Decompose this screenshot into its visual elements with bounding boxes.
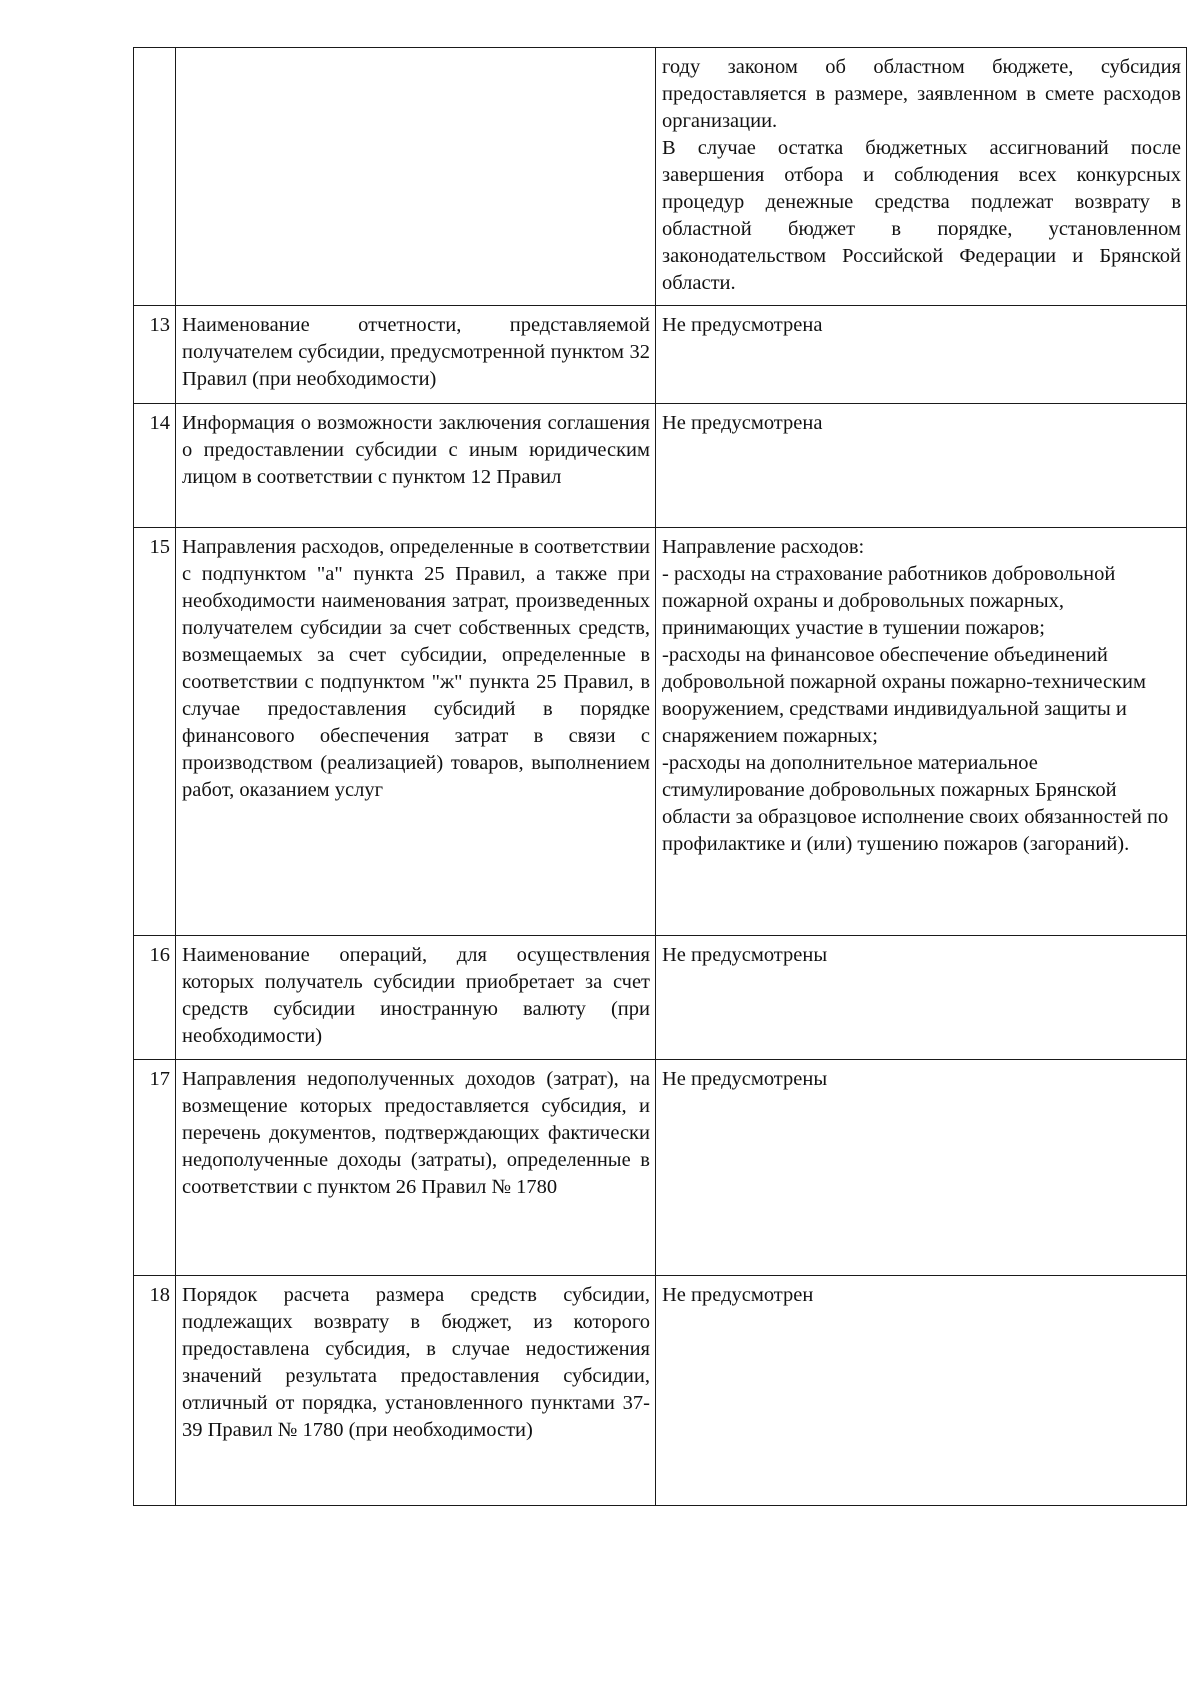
table-row: [134, 404, 1187, 528]
table-row: [134, 1276, 1187, 1506]
table-row: [134, 48, 1187, 306]
row-number: [134, 48, 176, 306]
row-name: Порядок расчета размера средств субсидии, подлежащих возврату в бюджет, из которого предоставлена субсидия, в случае недостижения значений результата предоставления субсидии, отличный от порядка, установленного пунктами 37-39 Правил № 1780 (при необходимости): [176, 1276, 656, 1506]
row-value: [656, 1276, 1187, 1506]
row-number: 16: [134, 936, 176, 1060]
value-line: - расходы на страхование работников добровольной пожарной охраны и добровольных пожарных, принимающих участие в тушении пожаров;: [662, 563, 1116, 639]
row-value: [656, 404, 1187, 528]
row-value: [656, 48, 1187, 306]
value-line: Не предусмотрены: [662, 944, 828, 966]
row-number: 17: [134, 1060, 176, 1276]
row-number: 18: [134, 1276, 176, 1506]
row-name: Информация о возможности заключения соглашения о предоставлении субсидии с иным юридическим лицом в соответствии с пунктом 12 Правил: [176, 404, 656, 528]
row-name: Направления недополученных доходов (затрат), на возмещение которых предоставляется субсидия, и перечень документов, подтверждающих фактически недополученные доходы (затраты), определенные в соответствии с пунктом 26 Правил № 1780: [176, 1060, 656, 1276]
table-row: [134, 306, 1187, 404]
row-name: Наименование операций, для осуществления которых получатель субсидии приобретает за счет средств субсидии иностранную валюту (при необходимости): [176, 936, 656, 1060]
table-row: [134, 936, 1187, 1060]
row-value: [656, 936, 1187, 1060]
row-value: [656, 528, 1187, 936]
value-line: Не предусмотрена: [662, 314, 823, 336]
value-line: Не предусмотрен: [662, 1284, 814, 1306]
row-number: 14: [134, 404, 176, 528]
value-line: -расходы на дополнительное материальное стимулирование добровольных пожарных Брянской области за образцовое исполнение своих обязанностей по профилактике и (или) тушению пожаров (загораний).: [662, 752, 1169, 855]
row-name: [176, 48, 656, 306]
row-name: Направления расходов, определенные в соответствии с подпунктом "а" пункта 25 Правил, а также при необходимости наименования затрат, произведенных получателем субсидии за счет собственных средств, возмещаемых за счет субсидии, определенные в соответствии с подпунктом "ж" пункта 25 Правил, в случае предоставления субсидий в порядке финансового обеспечения затрат в связи с производством (реализацией) товаров, выполнением работ, оказанием услуг: [176, 528, 656, 936]
value-line: В случае остатка бюджетных ассигнований после завершения отбора и соблюдения всех конкурсных процедур денежные средства подлежат возврату в областной бюджет в порядке, установленном законодательством Российской Федерации и Брянской области.: [662, 137, 1181, 294]
row-value: [656, 306, 1187, 404]
row-value: [656, 1060, 1187, 1276]
row-number: 13: [134, 306, 176, 404]
value-line: Не предусмотрена: [662, 412, 823, 434]
value-line: Направление расходов:: [662, 536, 865, 558]
value-line: Не предусмотрены: [662, 1068, 828, 1090]
table-row: [134, 1060, 1187, 1276]
value-line: -расходы на финансовое обеспечение объединений добровольной пожарной охраны пожарно-техническим вооружением, средствами индивидуальной защиты и снаряжением пожарных;: [662, 644, 1146, 747]
document-table: [133, 47, 1187, 1506]
value-line: году законом об областном бюджете, субсидия предоставляется в размере, заявленном в смете расходов организации.: [662, 56, 1181, 132]
table-row: [134, 528, 1187, 936]
row-number: 15: [134, 528, 176, 936]
row-name: Наименование отчетности, представляемой получателем субсидии, предусмотренной пунктом 32 Правил (при необходимости): [176, 306, 656, 404]
